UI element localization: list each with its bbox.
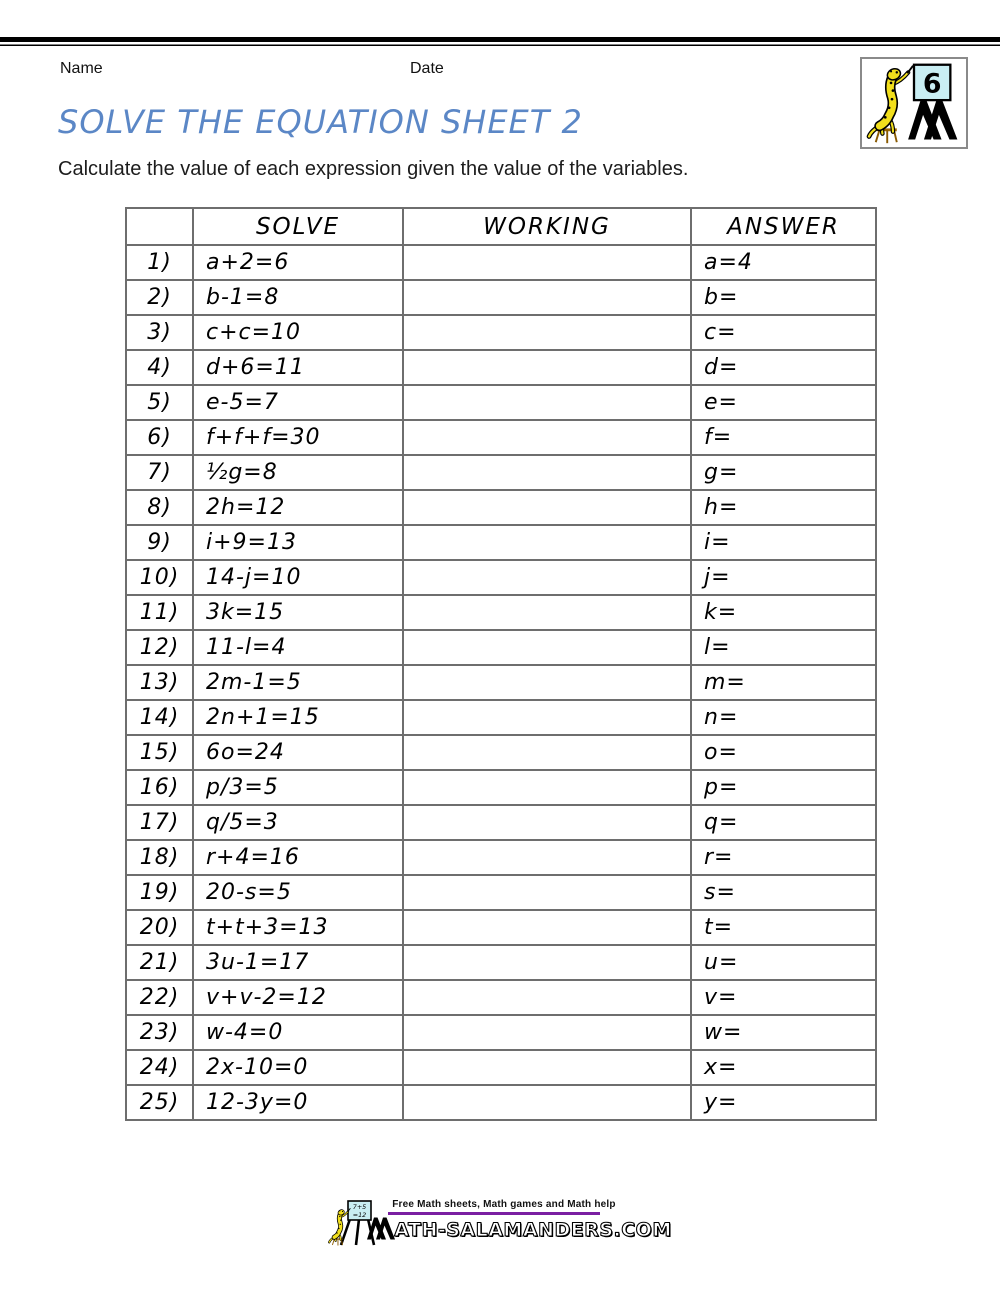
cell-num: 6) (126, 420, 193, 455)
cell-solve: 11-l=4 (193, 630, 403, 665)
footer-tagline: Free Math sheets, Math games and Math help (392, 1199, 616, 1210)
cell-answer: b= (691, 280, 876, 315)
cell-answer: o= (691, 735, 876, 770)
cell-num: 18) (126, 840, 193, 875)
table-row (126, 455, 876, 490)
cell-solve: 12-3y=0 (193, 1085, 403, 1120)
cell-num: 11) (126, 595, 193, 630)
table-row (126, 665, 876, 700)
cell-answer: c= (691, 315, 876, 350)
cell-num: 10) (126, 560, 193, 595)
cell-answer: e= (691, 385, 876, 420)
cell-num: 16) (126, 770, 193, 805)
table-row (126, 1085, 876, 1120)
table-row (126, 245, 876, 280)
cell-num: 3) (126, 315, 193, 350)
cell-num: 22) (126, 980, 193, 1015)
cell-working (403, 1015, 691, 1050)
cell-num: 8) (126, 490, 193, 525)
cell-working (403, 245, 691, 280)
cell-answer: g= (691, 455, 876, 490)
cell-answer: f= (691, 420, 876, 455)
cell-solve: p/3=5 (193, 770, 403, 805)
table-row (126, 1050, 876, 1085)
cell-solve: q/5=3 (193, 805, 403, 840)
cell-num: 23) (126, 1015, 193, 1050)
board-sum-line2: =12 (353, 1211, 367, 1219)
cell-solve: f+f+f=30 (193, 420, 403, 455)
cell-answer: y= (691, 1085, 876, 1120)
cell-working (403, 665, 691, 700)
cell-working (403, 1050, 691, 1085)
cell-working (403, 770, 691, 805)
column-header-working: WORKING (403, 208, 691, 245)
table-row (126, 875, 876, 910)
cell-working (403, 315, 691, 350)
cell-answer: n= (691, 700, 876, 735)
equation-table-header (126, 208, 876, 245)
cell-answer: u= (691, 945, 876, 980)
equation-table-body (126, 245, 876, 1120)
table-row (126, 945, 876, 980)
grade-badge-illustration (862, 59, 966, 147)
cell-answer: l= (691, 630, 876, 665)
cell-working (403, 385, 691, 420)
cell-solve: 3u-1=17 (193, 945, 403, 980)
salamander-icon (869, 66, 913, 143)
site-name: ATH-SALAMANDERS.COM (394, 1219, 672, 1242)
cell-num: 14) (126, 700, 193, 735)
cell-solve: 2x-10=0 (193, 1050, 403, 1085)
cell-num: 2) (126, 280, 193, 315)
cell-working (403, 945, 691, 980)
table-row (126, 805, 876, 840)
cell-working (403, 280, 691, 315)
cell-solve: r+4=16 (193, 840, 403, 875)
cell-working (403, 630, 691, 665)
cell-answer: h= (691, 490, 876, 525)
name-label: Name (60, 60, 103, 77)
table-row (126, 840, 876, 875)
grade-badge (860, 57, 968, 149)
table-row (126, 910, 876, 945)
cell-num: 4) (126, 350, 193, 385)
cell-solve: 20-s=5 (193, 875, 403, 910)
cell-answer: r= (691, 840, 876, 875)
table-row (126, 350, 876, 385)
cell-num: 13) (126, 665, 193, 700)
cell-working (403, 1085, 691, 1120)
cell-working (403, 875, 691, 910)
cell-solve: d+6=11 (193, 350, 403, 385)
cell-answer: j= (691, 560, 876, 595)
cell-answer: x= (691, 1050, 876, 1085)
cell-solve: c+c=10 (193, 315, 403, 350)
date-label: Date (410, 60, 444, 77)
top-divider (0, 37, 1000, 47)
table-row (126, 420, 876, 455)
cell-answer: v= (691, 980, 876, 1015)
table-row (126, 315, 876, 350)
cell-solve: w-4=0 (193, 1015, 403, 1050)
cell-answer: t= (691, 910, 876, 945)
column-header-solve: SOLVE (193, 208, 403, 245)
column-header-number (126, 208, 193, 245)
cell-solve: ½g=8 (193, 455, 403, 490)
cell-working (403, 980, 691, 1015)
cell-num: 21) (126, 945, 193, 980)
table-row (126, 735, 876, 770)
board-sum-line1: 7+5 (353, 1203, 367, 1211)
page-title: SOLVE THE EQUATION SHEET 2 (58, 103, 583, 141)
cell-solve: b-1=8 (193, 280, 403, 315)
table-row (126, 490, 876, 525)
cell-working (403, 525, 691, 560)
cell-working (403, 910, 691, 945)
cell-num: 20) (126, 910, 193, 945)
cell-num: 9) (126, 525, 193, 560)
cell-solve: 6o=24 (193, 735, 403, 770)
cell-answer: d= (691, 350, 876, 385)
cell-answer: m= (691, 665, 876, 700)
cell-working (403, 805, 691, 840)
cell-answer: a=4 (691, 245, 876, 280)
table-row (126, 385, 876, 420)
cell-num: 25) (126, 1085, 193, 1120)
table-row (126, 980, 876, 1015)
cell-working (403, 350, 691, 385)
instruction-text: Calculate the value of each expression given the value of the variables. (58, 158, 689, 180)
grade-number: 6 (922, 68, 942, 100)
site-wordmark (366, 1215, 671, 1241)
cell-num: 7) (126, 455, 193, 490)
cell-solve: v+v-2=12 (193, 980, 403, 1015)
cell-answer: k= (691, 595, 876, 630)
cell-num: 5) (126, 385, 193, 420)
equation-table (125, 207, 877, 1121)
cell-solve: e-5=7 (193, 385, 403, 420)
cell-working (403, 840, 691, 875)
table-row (126, 525, 876, 560)
cell-num: 1) (126, 245, 193, 280)
cell-working (403, 700, 691, 735)
cell-working (403, 735, 691, 770)
table-row (126, 1015, 876, 1050)
cell-working (403, 490, 691, 525)
table-row (126, 595, 876, 630)
cell-num: 15) (126, 735, 193, 770)
cell-answer: w= (691, 1015, 876, 1050)
cell-num: 12) (126, 630, 193, 665)
cell-solve: 2m-1=5 (193, 665, 403, 700)
cell-solve: 3k=15 (193, 595, 403, 630)
cell-solve: i+9=13 (193, 525, 403, 560)
cell-answer: p= (691, 770, 876, 805)
cell-working (403, 560, 691, 595)
cell-solve: 14-j=10 (193, 560, 403, 595)
cell-working (403, 595, 691, 630)
cell-solve: t+t+3=13 (193, 910, 403, 945)
cell-working (403, 455, 691, 490)
cell-solve: a+2=6 (193, 245, 403, 280)
cell-num: 24) (126, 1050, 193, 1085)
cell-solve: 2h=12 (193, 490, 403, 525)
column-header-answer: ANSWER (691, 208, 876, 245)
table-row (126, 700, 876, 735)
salamanders-m-icon (908, 101, 957, 140)
cell-answer: s= (691, 875, 876, 910)
cell-num: 19) (126, 875, 193, 910)
table-row (126, 280, 876, 315)
footer (0, 1199, 1000, 1247)
cell-num: 17) (126, 805, 193, 840)
cell-working (403, 420, 691, 455)
table-row (126, 630, 876, 665)
table-row (126, 560, 876, 595)
footer-logo (328, 1199, 380, 1247)
cell-answer: q= (691, 805, 876, 840)
table-row (126, 770, 876, 805)
cell-answer: i= (691, 525, 876, 560)
cell-solve: 2n+1=15 (193, 700, 403, 735)
